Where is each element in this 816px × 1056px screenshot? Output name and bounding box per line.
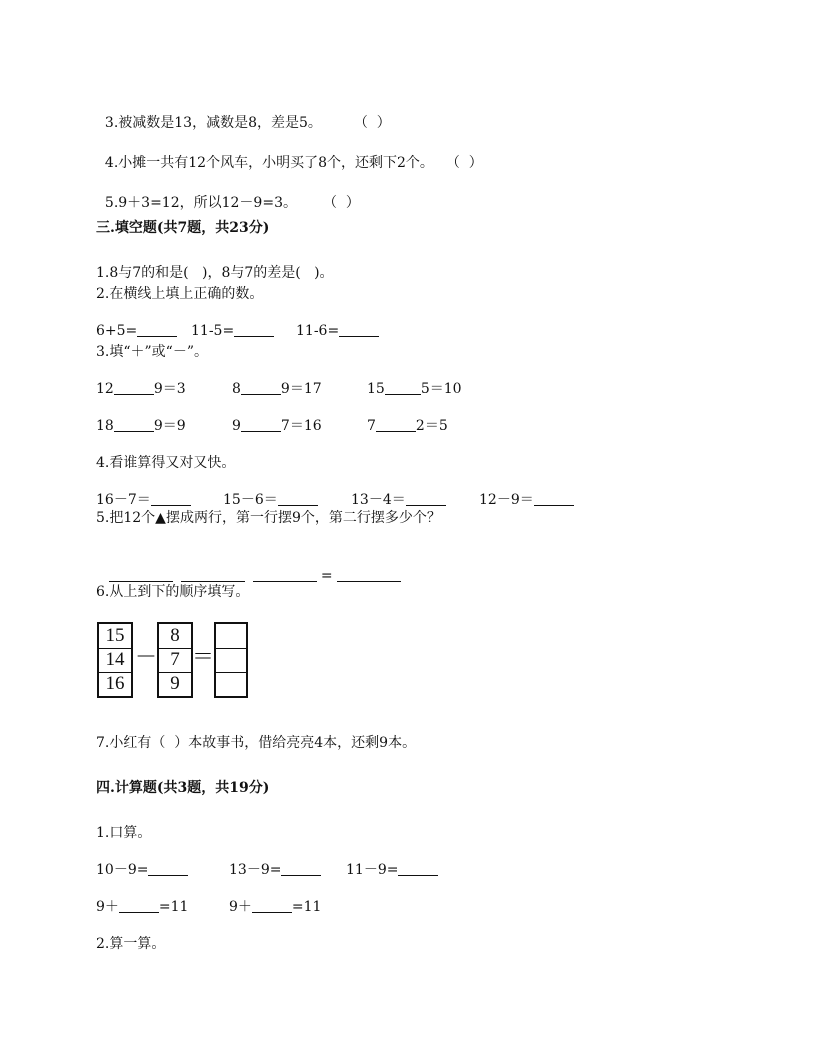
equation-text: 10－9= <box>96 862 149 878</box>
equation-text: 13－4＝ <box>351 492 406 508</box>
judge-paren: （ ） <box>353 115 391 131</box>
equation <box>229 898 321 916</box>
operation-row <box>100 549 401 585</box>
judge-paren: （ ） <box>445 155 483 171</box>
equation-left: 18 <box>96 418 114 434</box>
sign-blank[interactable] <box>376 417 416 432</box>
equation-text: 12－9＝ <box>479 492 534 508</box>
fill-question-7: 7.小红有（ ）本故事书，借给亮亮4本，还剩9本。 <box>96 735 417 751</box>
subtrahend-column <box>157 622 193 698</box>
fill-question-4: 4.看谁算得又对又快。 <box>96 455 236 471</box>
section-title: 四.计算题(共3题，共19分) <box>96 780 270 796</box>
equation <box>96 322 177 340</box>
sign-equation <box>96 380 186 398</box>
equation <box>96 861 188 879</box>
answer-blank[interactable] <box>281 861 321 876</box>
answer-blank[interactable] <box>148 861 188 876</box>
answer-cell[interactable] <box>216 624 246 649</box>
sign-equation <box>367 380 462 398</box>
equation-right: 7＝16 <box>280 418 322 434</box>
equation-left: 15 <box>367 381 385 397</box>
number-blank[interactable] <box>253 567 317 582</box>
equation-text: 11-6= <box>296 323 340 339</box>
minus-sign: － <box>135 645 158 670</box>
equation-right: 9＝3 <box>153 381 186 397</box>
answer-blank[interactable] <box>406 491 446 506</box>
answer-blank[interactable] <box>278 491 318 506</box>
answer-blank[interactable] <box>119 898 159 913</box>
answer-cell[interactable] <box>216 648 246 673</box>
sign-equation <box>232 380 322 398</box>
answer-blank[interactable] <box>151 491 191 506</box>
judge-question-5 <box>96 176 360 212</box>
equation-right: =11 <box>158 899 189 915</box>
equation-left: 9＋ <box>229 899 252 915</box>
judge-question-4 <box>96 136 483 172</box>
equation-left: 8 <box>232 381 241 397</box>
equation-left: 9＋ <box>96 899 119 915</box>
equation-right: =11 <box>291 899 322 915</box>
equation-text: 6+5= <box>96 323 138 339</box>
calc-question-2: 2.算一算。 <box>96 936 166 952</box>
answer-blank[interactable] <box>137 322 177 337</box>
answer-column <box>214 622 248 698</box>
fill-question-3: 3.填“＋”或“－”。 <box>96 344 208 360</box>
equation-right: 2＝5 <box>415 418 448 434</box>
equation-text: 11－9= <box>346 862 399 878</box>
subtrahend-cell: 9 <box>170 673 180 694</box>
judge-paren: （ ） <box>322 195 360 211</box>
sign-blank[interactable] <box>114 417 154 432</box>
fill-question-1: 1.8与7的和是( )，8与7的差是( )。 <box>96 265 334 281</box>
sign-equation <box>232 417 322 435</box>
equation <box>96 898 188 916</box>
minuend-cell: 16 <box>105 673 125 694</box>
equation <box>229 861 321 879</box>
answer-blank[interactable] <box>234 322 274 337</box>
answer-blank[interactable] <box>398 861 438 876</box>
answer-blank[interactable] <box>339 322 379 337</box>
section-title: 三.填空题(共7题，共23分) <box>96 220 270 236</box>
sign-equation <box>96 417 186 435</box>
subtrahend-cell: 7 <box>159 648 191 673</box>
equation-left: 12 <box>96 381 114 397</box>
fill-question-2: 2.在横线上填上正确的数。 <box>96 286 264 302</box>
minuend-cell: 15 <box>99 624 131 649</box>
equation-right: 9＝17 <box>280 381 322 397</box>
equation <box>191 322 274 340</box>
equation-text: 16－7＝ <box>96 492 151 508</box>
answer-cell[interactable] <box>216 672 246 696</box>
subtrahend-cell: 8 <box>159 624 191 649</box>
fill-question-6: 6.从上到下的顺序填写。 <box>96 584 250 600</box>
result-blank[interactable] <box>337 567 401 582</box>
equation <box>296 322 379 340</box>
equation-right: 9＝9 <box>153 418 186 434</box>
operator-blank[interactable] <box>181 567 245 582</box>
equation-text: 13－9= <box>229 862 282 878</box>
equation-text: 11-5= <box>191 323 235 339</box>
answer-blank[interactable] <box>534 491 574 506</box>
sign-equation <box>367 417 448 435</box>
fill-question-5: 5.把12个▲摆成两行，第一行摆9个，第二行摆多少个？ <box>96 510 441 526</box>
judge-question-3 <box>96 96 391 132</box>
number-blank[interactable] <box>109 567 173 582</box>
minuend-cell: 14 <box>99 648 131 673</box>
sign-blank[interactable] <box>241 380 281 395</box>
equation <box>351 491 446 509</box>
equation <box>223 491 318 509</box>
answer-blank[interactable] <box>252 898 292 913</box>
equation-left: 7 <box>367 418 376 434</box>
equation-text: 15－6＝ <box>223 492 278 508</box>
equals-sign: ＝ <box>192 645 215 670</box>
equation-right: 5＝10 <box>420 381 462 397</box>
sign-blank[interactable] <box>114 380 154 395</box>
calc-question-1: 1.口算。 <box>96 825 152 841</box>
equals-sign: = <box>320 568 333 584</box>
judge-text: 3.被减数是13，减数是8，差是5。 <box>104 115 322 131</box>
sign-blank[interactable] <box>241 417 281 432</box>
equation <box>479 491 574 509</box>
sign-blank[interactable] <box>385 380 421 395</box>
minuend-column <box>97 622 133 698</box>
equation <box>96 491 191 509</box>
judge-text: 5.9＋3=12，所以12－9=3。 <box>104 195 297 211</box>
equation-left: 9 <box>232 418 241 434</box>
equation <box>346 861 438 879</box>
judge-text: 4.小摊一共有12个风车，小明买了8个，还剩下2个。 <box>104 155 434 171</box>
